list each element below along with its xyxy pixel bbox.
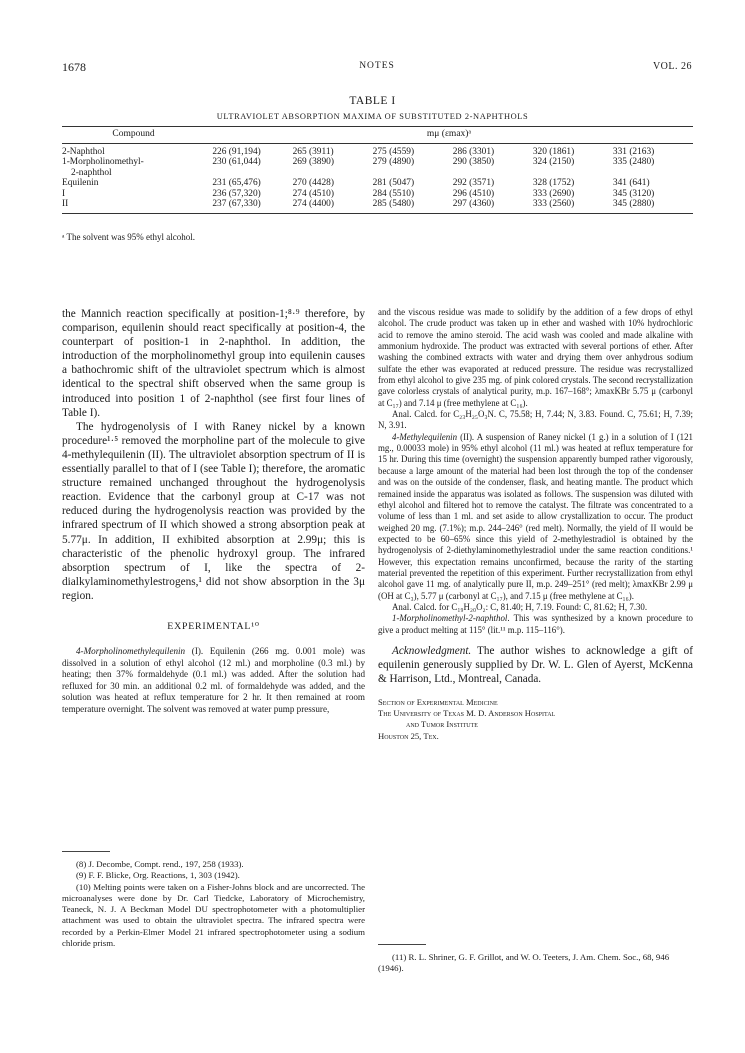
affiliation-line: Section of Experimental Medicine [378,696,498,707]
cell-value: 231 (65,476) [212,178,261,188]
cell-value: 345 (2880) [612,199,655,209]
affiliation-line: and Tumor Institute [406,719,478,730]
cell-value: 324 (2150) [532,157,575,167]
acknowledgment-text: The author wishes to acknowledge a gift of equilenin generously supplied by Dr. W. L. Glen of Ayerst, McKenna & Harrison, Ltd., Montreal, Canada. [378,644,693,686]
table-row [62,147,693,158]
compound-title: 4-Methylequilenin [392,431,458,442]
cell-value: 275 (4559) [372,146,415,157]
left-column [62,307,365,715]
cell-value: 333 (2560) [532,199,575,209]
cell-value: 320 (1861) [532,146,575,157]
cell-compound: 2-Naphthol [62,146,105,157]
cell-value: 274 (4510) [292,188,334,199]
table-row [62,157,693,168]
cell-value: 274 (4400) [292,199,334,209]
cell-value: 226 (91,194) [212,146,261,157]
cell-value: 269 (3890) [292,157,334,167]
running-header [62,60,692,76]
cell-value: 265 (3911) [292,146,334,157]
table-row-continuation [62,168,693,179]
section-heading: EXPERIMENTAL¹⁰ [167,620,260,632]
cell-compound: I [62,188,66,199]
header-compound: Compound [112,129,155,139]
reference-item: (9) F. F. Blicke, Org. Reactions, 1, 303 (1942). [76,870,240,881]
cell-compound: Equilenin [62,178,99,188]
cell-value: 230 (61,044) [212,157,261,167]
experimental-text: (II). A suspension of Raney nickel (1 g.) in a solution of I (121 mg., 0.00033 mole) in 95% ethyl alcohol (11 ml.) was heated at reflux temperature for 15 hr. During this time (overnight) the suspension apparently bumped rather vigorously, because a large amount of the material had been lost through the top of the condenser and was on the outside of the condenser, flask, and heating mantle. The product which remained inside the apparatus was isolated as follows. The suspension was diluted with ethyl alcohol and filtered hot to remove the catalyst. The filtrate was concentrated to a volume of less than 1 ml. and set aside to allow crystallization to occur. The product weighed 20 mg. (7.1%); m.p. 244–246° (red melt). Normally, the yield of II would be expected to be 60–65% since this yield of 2-methylestradiol is obtained by the hydrogenolysis of 2-diethylaminomethylestradiol under the same reaction conditions.¹ However, this expectation remains unconfirmed, because the rarity of the starting material prevented the repetition of this experiment. Further recrystallization from ethyl alcohol gave 11 mg. of analytically pure II, m.p. 249–251° (red melt); λmaxKBr 2.99 μ (OH at C₃), 5.77 μ (carbonyl at C₁₇), and 7.15 μ (free methylene at C₁₆). [378,431,693,601]
paragraph: the Mannich reaction specifically at position-1;⁸·⁹ therefore, by comparison, equilenin should react specifically at position-4, the counterpart of position-1 in 2-naphthol. In addition, the introduction of the morpholinomethyl group into equilenin causes a bathochromic shift of the ultraviolet spectrum which is almost identical to the spectral shift observed when the same group is introduced into position 1 of 2-naphthol (see first four lines of Table I). [62,308,365,419]
affiliation [378,697,693,743]
cell-compound: 1-Morpholinomethyl- [62,157,144,167]
reference-item: (11) R. L. Shriner, G. F. Grillot, and W. O. Teeters, J. Am. Chem. Soc., 68, 946 (1946). [378,952,670,974]
table-row [62,189,693,200]
header-units: mμ (ɛmax)ᵃ [426,129,472,139]
cell-value: 285 (5480) [372,199,415,209]
affiliation-line: The University of Texas M. D. Anderson Hospital [378,707,556,718]
cell-value: 345 (3120) [612,188,655,199]
cell-value: 237 (67,330) [212,199,261,209]
experimental-paragraph [378,432,693,602]
paragraph: The hydrogenolysis of I with Raney nickel by a known procedure¹·⁵ removed the morpholine part of the molecule to give 4-methylequilenin (II). The ultraviolet absorption spectrum of II is essentially parallel to that of I (see Table I); therefore, the aromatic structure remained unchanged throughout the hydrogenolysis reaction. Evidence that the carbonyl group at C-17 was not reduced during the hydrogenolysis reaction was provided by the infrared spectrum of II which showed a strong absorption peak at 5.77μ. In addition, II exhibited absorption at 2.99μ; this is characteristic of the phenolic hydroxyl group. The infrared absorption spectrum of I, like the spectra of 2-dialkylaminomethylestrogens,¹ did not show absorption in the 3μ region. [62,420,365,602]
cell-value: 297 (4360) [452,199,495,209]
page-number: 1678 [62,60,86,74]
compound-title: 1-Morpholinomethyl-2-naphthol [392,613,508,624]
analysis-line: Anal. Calcd. for C₁₉H₂₀O₂: C, 81.40; H, 7.19. Found: C, 81.62; H, 7.30. [392,601,648,612]
acknowledgment [378,644,693,687]
compound-title: 4-Morpholinomethylequilenin [76,646,186,657]
experimental-text: (I). Equilenin (266 mg. 0.001 mole) was dissolved in a solution of ethyl alcohol (12 ml.) and morpholine (0.3 ml.) by heating; then 37% formaldehyde (0.1 ml.) was added. After the solution had refluxed for 30 min. an additional 0.2 ml. of formaldehyde was added, and the solution was heated at reflux temperature for 2 hr. It then remained at room temperature overnight. The solvent was removed at water pump pressure, [62,646,365,714]
experimental-text: . This was synthesized by a known procedure to give a product melting at 115° (lit.¹¹ m.p. 115–116°). [378,613,693,635]
table-footnote: ᵃ The solvent was 95% ethyl alcohol. [62,232,196,242]
acknowledgment-title: Acknowledgment. [392,644,472,657]
reference-item: (10) Melting points were taken on a Fisher-Johns block and are uncorrected. The microanalyses were done by Dr. Carl Tiedcke, Laboratory of Microchemistry, Teaneck, N. J. A Beckman Model DU spectrophotometer with a photomultiplier attachment was used to obtain the ultraviolet spectra. The infrared spectra were recorded by a Perkin-Elmer Model 21 infrared spectrophotometer using a sodium chloride prism. [62,881,365,949]
references-right [378,944,693,975]
cell-value: 284 (5510) [372,188,415,199]
experimental-paragraph [62,646,365,715]
right-column [378,307,693,742]
table-number: TABLE I [349,95,396,107]
cell-value: 333 (2690) [532,188,575,199]
cell-compound-cont: 2-naphthol [71,167,112,178]
experimental-paragraph [378,613,693,636]
cell-value: 341 (641) [612,178,650,188]
cell-value: 279 (4890) [372,157,415,167]
table-row [62,199,693,210]
section-label: NOTES [359,61,395,71]
cell-value: 281 (5047) [372,178,415,188]
cell-value: 328 (1752) [532,178,575,188]
paragraph: and the viscous residue was made to solidify by the addition of a few drops of ethyl alcohol. The crude product was taken up in ether and washed with 10% hydrochloric acid to remove the amino steroid. The acid wash was cooled and made alkaline with ammonium hydroxide. The product was extracted with several portions of ether. After washing the combined extracts with water and drying them over anhydrous sodium sulfate the ether was evaporated at reduced pressure. The residue was recrystallized from ethyl alcohol to give 235 mg. of pink colored crystals. The second recrystallization gave colorless crystals of analytical purity, m.p. 167–168°; λmaxKBr 5.75 μ (carbonyl at C₁₇) and 7.14 μ (free methylene at C₁₆). [378,307,693,408]
reference-item: (8) J. Decombe, Compt. rend., 197, 258 (1933). [76,859,244,869]
cell-value: 286 (3301) [452,146,495,157]
volume-label: VOL. 26 [652,61,692,72]
cell-value: 331 (2163) [612,146,655,157]
cell-value: 290 (3850) [452,157,495,167]
cell-value: 292 (3571) [452,178,495,188]
table-row [62,178,693,189]
cell-value: 270 (4428) [292,178,334,188]
analysis-line: Anal. Calcd. for C₂₃H₂₅O₃N. C, 75.58; H, 7.44; N, 3.83. Found. C, 75.61; H, 7.39; N, 3.91. [378,409,693,431]
cell-value: 296 (4510) [452,188,495,199]
affiliation-line: Houston 25, Tex. [378,730,439,741]
table-header-row [62,127,693,143]
cell-compound: II [62,199,69,209]
cell-value: 335 (2480) [612,157,655,167]
table-caption: ULTRAVIOLET ABSORPTION MAXIMA OF SUBSTITUTED 2-NAPHTHOLS [216,112,529,121]
cell-value: 236 (57,320) [212,188,261,199]
data-table [62,126,693,214]
references-left [62,851,365,949]
